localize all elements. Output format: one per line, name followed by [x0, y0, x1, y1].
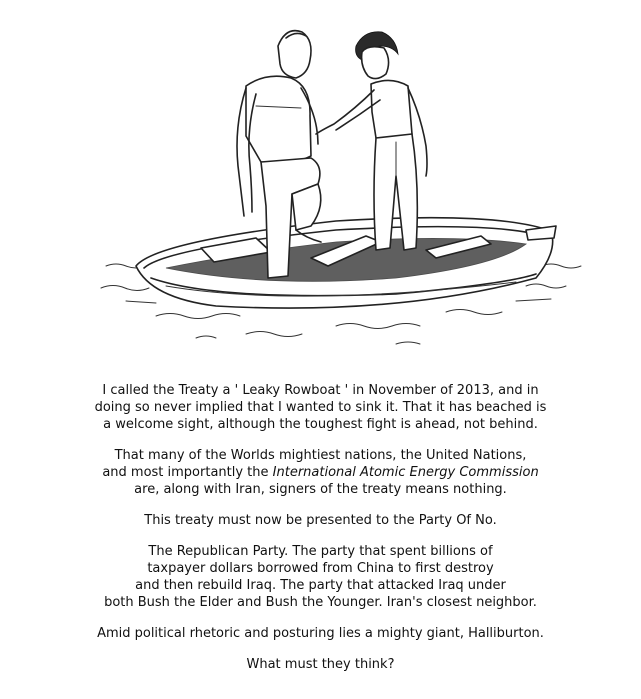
- paragraph-leaky-rowboat: [0, 382, 641, 433]
- text-line: What must they think?: [246, 657, 395, 672]
- text-line: taxpayer dollars borrowed from China to first destroy: [147, 561, 494, 576]
- paragraph-party-of-no: [0, 512, 641, 529]
- text-line: I called the Treaty a ' Leaky Rowboat ' in November of 2013, and in: [102, 383, 539, 398]
- text-line: and then rebuild Iraq. The party that attacked Iraq under: [135, 578, 506, 593]
- text-fragment: and most importantly the: [102, 465, 273, 480]
- text-line: are, along with Iran, signers of the treaty means nothing.: [134, 482, 507, 497]
- text-line: both Bush the Elder and Bush the Younger. Iran's closest neighbor.: [104, 595, 537, 610]
- rowboat-illustration: [96, 16, 596, 356]
- text-line: a welcome sight, although the toughest fight is ahead, not behind.: [103, 417, 538, 432]
- text-line: doing so never implied that I wanted to sink it. That it has beached is: [94, 400, 547, 415]
- text-line: That many of the Worlds mightiest nations, the United Nations,: [114, 448, 527, 463]
- text-line-mixed: [0, 464, 641, 481]
- woman-figure: [316, 32, 427, 250]
- paragraph-republican-party: [0, 543, 641, 611]
- paragraph-closing-question: [0, 656, 641, 673]
- rowboat-illustration-icon: [96, 16, 596, 356]
- paragraph-nations: [0, 447, 641, 498]
- text-line: Amid political rhetoric and posturing lies a mighty giant, Halliburton.: [97, 626, 544, 641]
- commission-name-italic: International Atomic Energy Commission: [272, 465, 539, 480]
- text-line: The Republican Party. The party that spent billions of: [148, 544, 493, 559]
- text-line: This treaty must now be presented to the Party Of No.: [144, 513, 497, 528]
- article-text: [0, 382, 641, 687]
- paragraph-halliburton: [0, 625, 641, 642]
- rowboat: [136, 218, 556, 308]
